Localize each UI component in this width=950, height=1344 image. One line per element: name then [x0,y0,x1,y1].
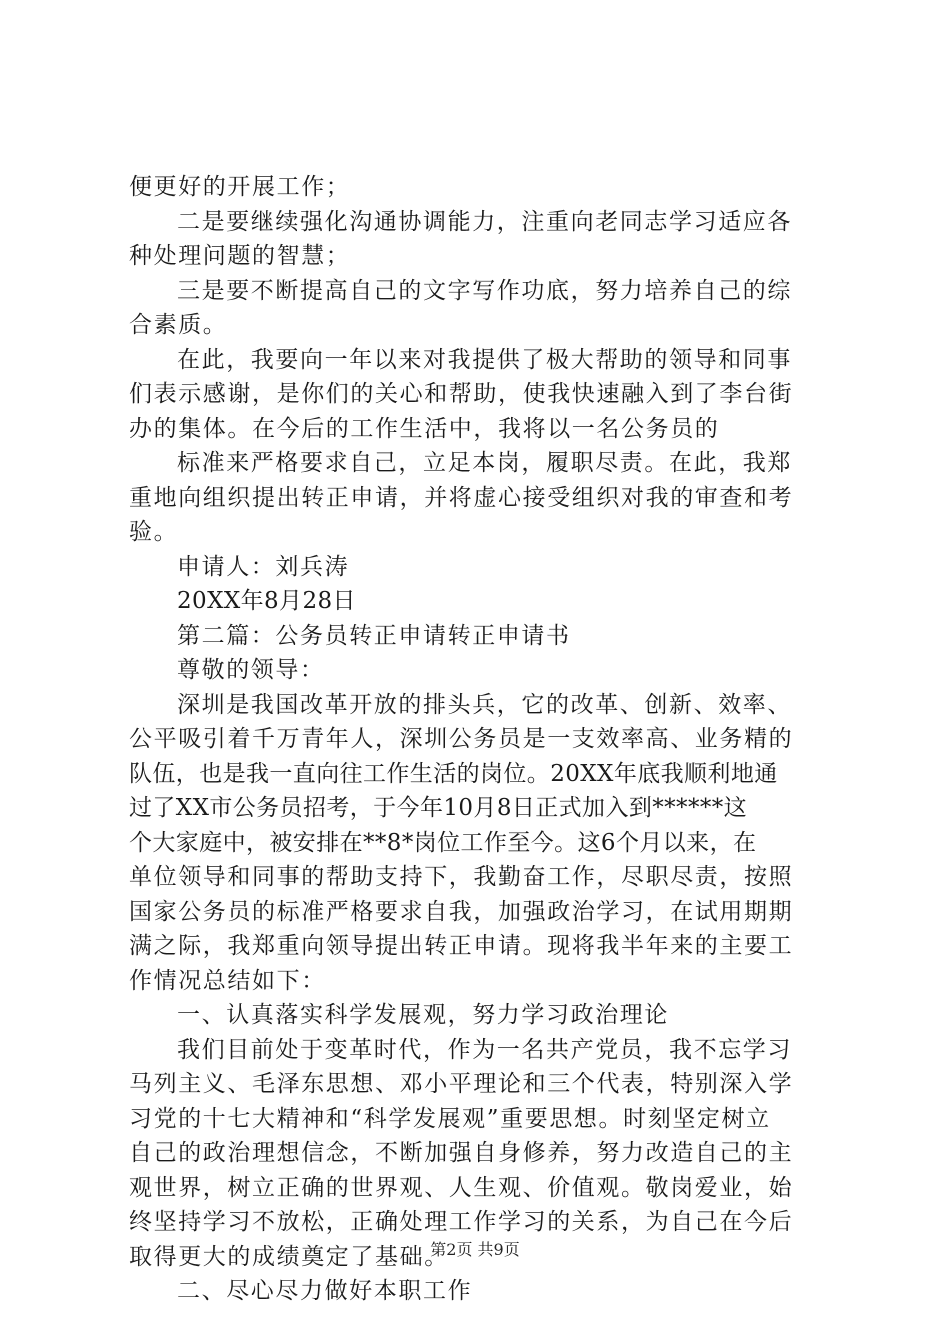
text-line: 办的集体。在今后的工作生活中，我将以一名公务员的 [129,415,720,442]
text-line: 观世界，树立正确的世界观、人生观、价值观。敬岗爱业，始 [129,1174,794,1201]
text-line: 队伍，也是我一直向往工作生活的岗位。20XX年底我顺利地通 [129,760,778,787]
text-line: 作情况总结如下： [129,967,326,994]
text-line: 二是要继续强化沟通协调能力，注重向老同志学习适应各 [177,208,792,235]
document-body [129,170,829,1309]
text-line: 在此，我要向一年以来对我提供了极大帮助的领导和同事 [177,346,792,373]
text-line: 三是要不断提高自己的文字写作功底，努力培养自己的综 [177,277,792,304]
text-line: 验。 [129,519,179,545]
text-line: 个大家庭中，被安排在**8*岗位工作至今。这6个月以来，在 [129,829,757,856]
text-line: 我们目前处于变革时代，作为一名共产党员，我不忘学习 [177,1036,792,1063]
text-line: 自己的政治理想信念，不断加强自身修养，努力改造自己的主 [129,1140,794,1166]
page-number-footer: 第2页 共9页 [430,1240,520,1259]
text-line: 国家公务员的标准严格要求自我，加强政治学习，在试用期期 [129,898,794,925]
text-line: 申请人：刘兵涛 [177,553,350,580]
text-line: 种处理问题的智慧； [129,243,351,269]
text-line: 习党的十七大精神和“科学发展观”重要思想。时刻坚定树立 [129,1105,771,1132]
text-line: 们表示感谢，是你们的关心和帮助，使我快速融入到了李台街 [129,381,794,407]
text-line: 20XX年8月28日 [177,588,356,614]
text-line: 终坚持学习不放松，正确处理工作学习的关系，为自己在今后 [129,1209,794,1235]
text-line: 合素质。 [129,312,228,338]
text-line: 标准来严格要求自己，立足本岗，履职尽责。在此，我郑 [177,450,792,476]
text-line: 取得更大的成绩奠定了基础。 [129,1243,449,1270]
text-line: 过了XX市公务员招考，于今年10月8日正式加入到******这 [129,795,748,821]
text-line: 深圳是我国改革开放的排头兵，它的改革、创新、效率、 [177,691,792,718]
text-line: 公平吸引着千万青年人，深圳公务员是一支效率高、业务精的 [129,726,794,752]
text-line: 第二篇：公务员转正申请转正申请书 [177,622,571,649]
text-line: 便更好的开展工作； [129,174,351,200]
text-line: 二、尽心尽力做好本职工作 [177,1278,473,1304]
text-line: 单位领导和同事的帮助支持下，我勤奋工作，尽职尽责，按照 [129,864,794,890]
text-line: 满之际，我郑重向领导提出转正申请。现将我半年来的主要工 [129,933,794,959]
text-line: 一、认真落实科学发展观，努力学习政治理论 [177,1002,669,1028]
text-line: 重地向组织提出转正申请，并将虚心接受组织对我的审查和考 [129,484,794,511]
text-line: 尊敬的领导： [177,657,325,683]
text-line: 马列主义、毛泽东思想、邓小平理论和三个代表，特别深入学 [129,1071,794,1097]
